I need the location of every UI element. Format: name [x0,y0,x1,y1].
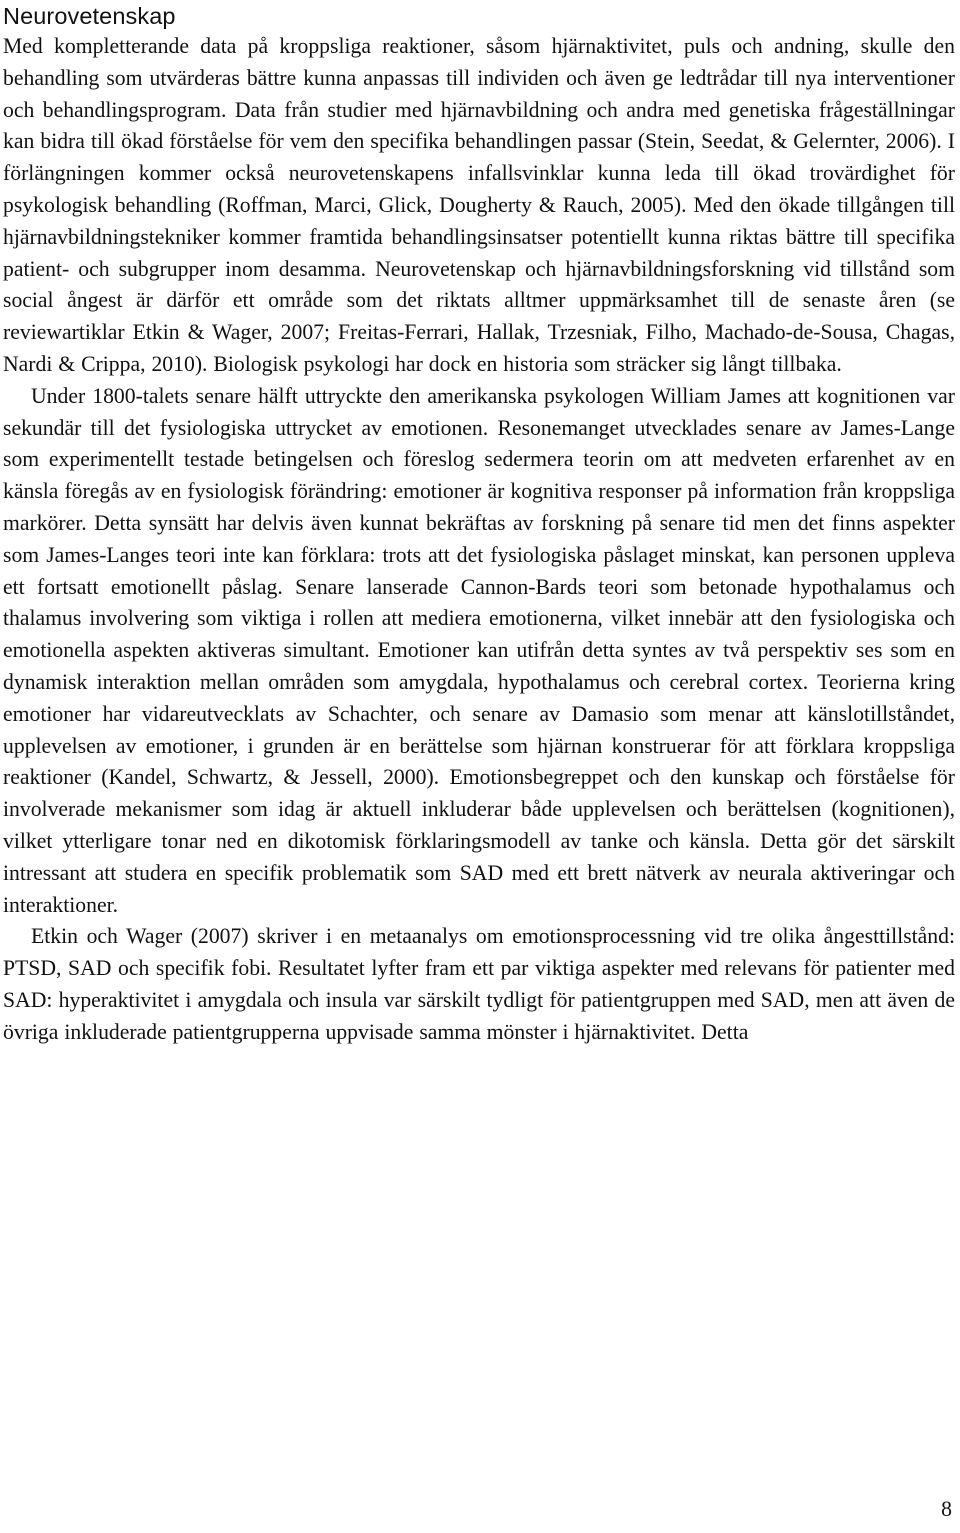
page-number: 8 [941,1497,952,1521]
section-heading: Neurovetenskap [3,3,176,29]
paragraph-intro: Med kompletterande data på kroppsliga reaktioner, såsom hjärnaktivitet, puls och andning, skulle den behandling som utvärderas bättre kunna anpassas till individen och även ge ledtrådar till nya interventioner och behandlingsprogram. Data från studier med hjärnavbildning och andra med genetiska frågeställningar kan bidra till ökad förståelse för vem den specifika behandlingen passar (Stein, Seedat, & Gelernter, 2006). I förlängningen kommer också neurovetenskapens infallsvinklar kunna leda till ökad trovärdighet för psykologisk behandling (Roffman, Marci, Glick, Dougherty & Rauch, 2005). Med den ökade tillgången till hjärnavbildningstekniker kommer framtida behandlingsinsatser potentiellt kunna riktas bättre till specifika patient- och subgrupper inom desamma. Neurovetenskap och hjärnavbildningsforskning vid tillstånd som social ångest är därför ett område som det riktats alltmer uppmärksamhet till de senaste åren (se reviewartiklar Etkin & Wager, 2007; Freitas-Ferrari, Hallak, Trzesniak, Filho, Machado-de-Sousa, Chagas, Nardi & Crippa, 2010). Biologisk psykologi har dock en historia som sträcker sig långt tillbaka. [3,34,955,376]
paragraph-etkin-wager: Etkin och Wager (2007) skriver i en metaanalys om emotionsprocessning vid tre olika ångesttillstånd: PTSD, SAD och specifik fobi. Resultatet lyfter fram ett par viktiga aspekter med relevans för patienter med SAD: hyperaktivitet i amygdala och insula var särskilt tydligt för patientgruppen med SAD, men att även de övriga inkluderade patientgrupperna uppvisade samma mönster i hjärnaktivitet. Detta [3,924,955,1044]
paragraph-history: Under 1800-talets senare hälft uttryckte den amerikanska psykologen William James att kognitionen var sekundär till det fysiologiska uttrycket av emotionen. Resonemanget utvecklades senare av James-Lange som experimentellt testade betingelsen och föreslog sedermera teorin om att medveten erfarenhet av en känsla föregås av en fysiologisk förändring: emotioner är kognitiva responser på information från kroppsliga markörer. Detta synsätt har delvis även kunnat bekräftas av forskning på senare tid men det finns aspekter som James-Langes teori inte kan förklara: trots att det fysiologiska påslaget minskat, kan personen uppleva ett fortsatt emotionellt påslag. Senare lanserade Cannon-Bards teori som betonade hypothalamus och thalamus involvering som viktiga i rollen att mediera emotionerna, vilket innebär att den fysiologiska och emotionella aspekten aktiveras simultant. Emotioner kan utifrån detta syntes av två perspektiv ses som en dynamisk interaktion mellan områden som amygdala, hypothalamus och cerebral cortex. Teorierna kring emotioner har vidareutvecklats av Schachter, och senare av Damasio som menar att känslotillståndet, upplevelsen av emotioner, i grunden är en berättelse som hjärnan konstruerar för att förklara kroppsliga reaktioner (Kandel, Schwartz, & Jessell, 2000). Emotionsbegreppet och den kunskap och förståelse för involverade mekanismer som idag är aktuell inkluderar både upplevelsen och berättelsen (kognitionen), vilket ytterligare tonar ned en dikotomisk förklaringsmodell av tanke och känsla. Detta gör det särskilt intressant att studera en specifik problematik som SAD med ett brett nätverk av neurala aktiveringar och interaktioner. [3,383,955,917]
